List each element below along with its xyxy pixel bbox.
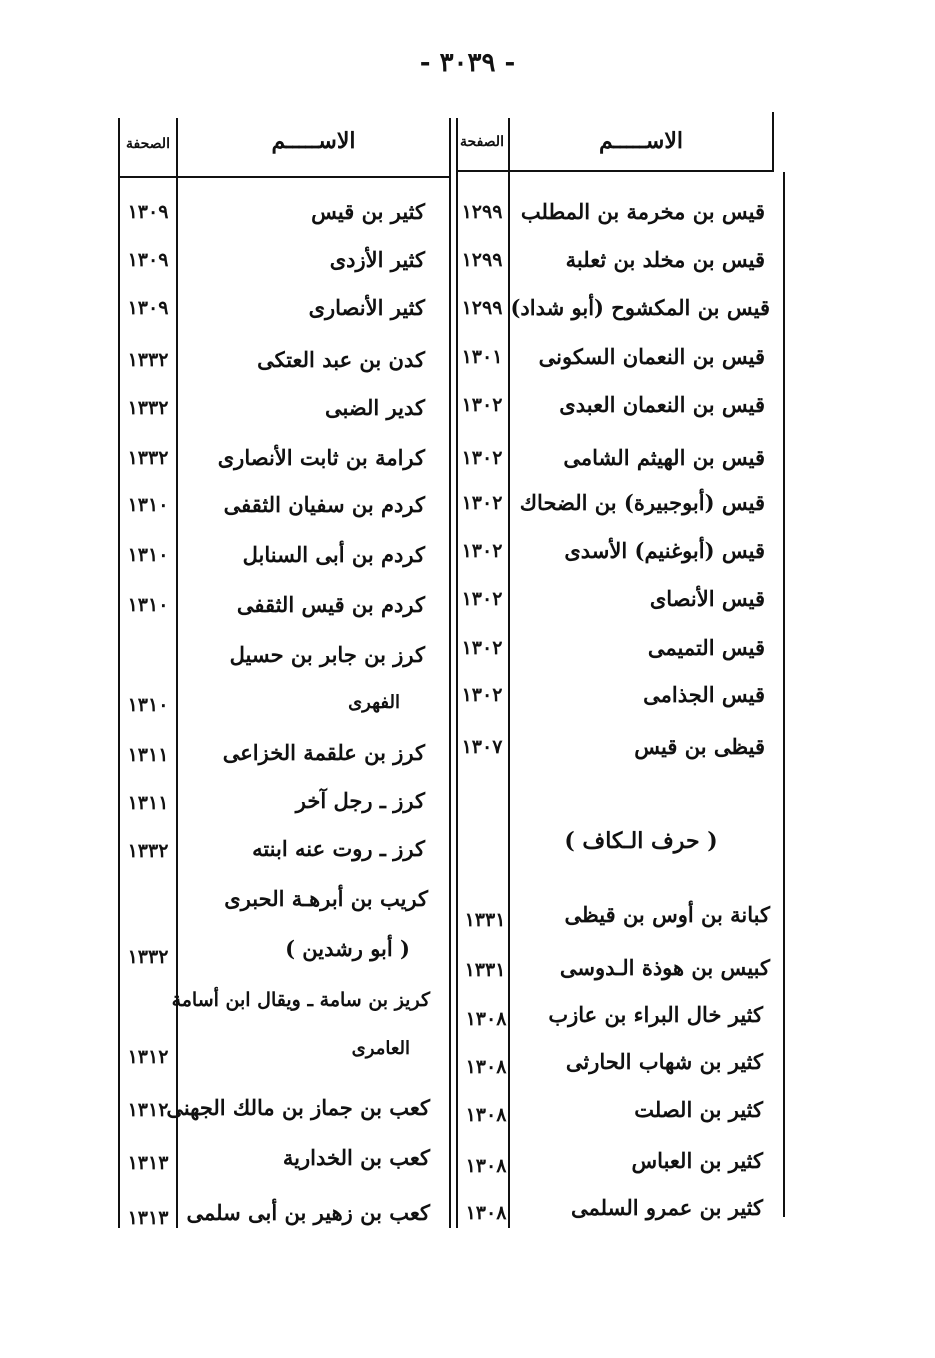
- right-entry-page: ١٣٠٢: [461, 540, 503, 562]
- left-entry-page: ١٣٣٢: [127, 840, 169, 862]
- left-entry-name: كرز بن علقمة الخزاعى: [222, 740, 425, 765]
- right-entry-page: ١٣٠٨: [465, 1155, 507, 1177]
- right-entry-page: ١٣٠٢: [461, 588, 503, 610]
- right-entry-name: قيظى بن قيس: [634, 734, 765, 759]
- right-entry-name: قيس بن المكشوح (أبو شداد): [510, 295, 770, 320]
- right-entry-page: ١٢٩٩: [461, 297, 503, 319]
- left-entry-page: ١٣٠٩: [127, 201, 169, 223]
- right-entry-name: كثير بن العباس: [631, 1148, 763, 1173]
- left-entry-name: كريز بن سامة ـ ويقال ابن أسامة: [171, 989, 430, 1011]
- right-entry-page: ١٣٠٨: [465, 1104, 507, 1126]
- left-entry-page: ١٣١٠: [127, 494, 169, 516]
- right-entry-name: كبانة بن أوس بن قيظى: [564, 902, 770, 927]
- right-entry-page: ١٣٠٧: [461, 736, 503, 758]
- rule-outer-right-lower: [783, 172, 785, 1217]
- left-entry-page: ١٣١٣: [127, 1207, 169, 1229]
- left-entry-name: كعب بن جماز بن مالك الجهنى: [166, 1095, 430, 1120]
- left-entry-name: كدن بن عبد العتكى: [257, 347, 425, 372]
- left-entry-page: ١٣١١: [127, 792, 169, 814]
- left-entry-name: كريب بن أبرهـة الحبرى: [224, 886, 428, 911]
- rule-center-double-a: [449, 118, 451, 1228]
- page-number: - ٣٠٣٩ -: [419, 48, 516, 78]
- left-entry-page: ١٣١٠: [127, 544, 169, 566]
- left-entry-page: ١٣٣٢: [127, 447, 169, 469]
- right-entry-name: قيس الجذامى: [643, 682, 765, 707]
- right-entry-name: قيس (أبوجبيرة) بن الضحاك: [519, 490, 765, 515]
- left-entry-name: كثير الأزدى: [329, 247, 425, 272]
- header-left-page: الصحفة: [126, 136, 170, 152]
- right-entry-page: ١٣٠٢: [461, 394, 503, 416]
- rule-header-right: [456, 170, 774, 172]
- left-entry-name: كرز بن جابر بن حسيل: [229, 642, 425, 667]
- left-entry-name: ( أبو رشدين ): [285, 936, 410, 961]
- right-entry-page: ١٣٣١: [464, 909, 506, 931]
- right-entry-page: ١٣٠٢: [461, 492, 503, 514]
- header-right-page: الصفحة: [460, 134, 504, 150]
- right-entry-name: قيس بن الهيثم الشامى: [563, 445, 765, 470]
- left-entry-name: كعب بن الخدارية: [282, 1145, 430, 1170]
- left-entry-name: كدير الضبى: [324, 395, 425, 420]
- right-entry-page: ١٣٠٢: [461, 637, 503, 659]
- left-entry-name: العامرى: [351, 1038, 410, 1059]
- section-heading-kaf: ( حرف الـكاف ): [564, 828, 718, 854]
- right-entry-name: قيس (أبوغنيم) الأسدى: [564, 538, 765, 563]
- left-entry-name: كرز ـ رجل آخر: [295, 788, 425, 813]
- left-entry-page: ١٣١١: [127, 744, 169, 766]
- right-entry-name: كثير خال البراء بن عازب: [548, 1002, 763, 1027]
- left-entry-name: كثير الأنصارى: [308, 295, 425, 320]
- left-entry-name: كردم بن قيس الثقفى: [236, 592, 425, 617]
- left-entry-page: ١٣١٠: [127, 594, 169, 616]
- right-entry-page: ١٢٩٩: [461, 201, 503, 223]
- right-entry-name: كثير بن شهاب الحارثى: [565, 1049, 763, 1074]
- right-entry-page: ١٢٩٩: [461, 249, 503, 271]
- left-entry-page: ١٣٠٩: [127, 297, 169, 319]
- left-entry-name: كرز ـ روت عنه ابنته: [252, 836, 425, 861]
- rule-outer-right: [772, 112, 774, 172]
- left-entry-page: ١٣٣٢: [127, 349, 169, 371]
- right-entry-name: قيس بن مخرمة بن المطلب: [520, 199, 765, 224]
- left-entry-page: ١٣١٢: [127, 1099, 169, 1121]
- left-entry-name: كردم بن سفيان الثقفى: [223, 492, 425, 517]
- right-entry-page: ١٣٠٢: [461, 447, 503, 469]
- right-entry-name: قيس بن النعمان العبدى: [559, 392, 765, 417]
- left-entry-name: الفهرى: [348, 692, 400, 713]
- right-entry-page: ١٣٠٨: [465, 1056, 507, 1078]
- left-entry-page: ١٣٠٩: [127, 249, 169, 271]
- rule-left-page-col: [176, 118, 178, 1228]
- right-entry-name: قيس التميمى: [647, 635, 765, 660]
- left-entry-page: ١٣٣٢: [127, 946, 169, 968]
- left-entry-page: ١٣٣٢: [127, 397, 169, 419]
- right-entry-name: كبيس بن هوذة الـدوسى: [559, 955, 770, 980]
- left-entry-name: كرامة بن ثابت الأنصارى: [217, 445, 425, 470]
- left-entry-page: ١٣١٣: [127, 1152, 169, 1174]
- left-entry-name: كردم بن أبى السنابل: [242, 542, 425, 567]
- left-entry-name: كثير بن قيس: [311, 199, 425, 224]
- header-right-name: الاســـــم: [599, 128, 683, 154]
- right-entry-name: قيس الأنصاى: [649, 586, 765, 611]
- left-entry-name: كعب بن زهير بن أبى سلمى: [186, 1200, 430, 1225]
- right-entry-name: قيس بن مخلد بن ثعلبة: [565, 247, 765, 272]
- right-entry-page: ١٣٠١: [461, 346, 503, 368]
- right-entry-page: ١٣٠٨: [465, 1202, 507, 1224]
- right-entry-page: ١٣٠٢: [461, 684, 503, 706]
- rule-header-left: [118, 176, 451, 178]
- right-entry-name: كثير بن عمرو السلمى: [571, 1195, 763, 1220]
- left-entry-page: ١٣١٠: [127, 694, 169, 716]
- right-entry-name: كثير بن الصلت: [634, 1097, 763, 1122]
- right-entry-page: ١٣٠٨: [465, 1008, 507, 1030]
- right-entry-page: ١٣٣١: [464, 959, 506, 981]
- right-entry-name: قيس بن النعمان السكونى: [538, 344, 765, 369]
- header-left-name: الاســـــم: [271, 128, 356, 154]
- left-entry-page: ١٣١٢: [127, 1046, 169, 1068]
